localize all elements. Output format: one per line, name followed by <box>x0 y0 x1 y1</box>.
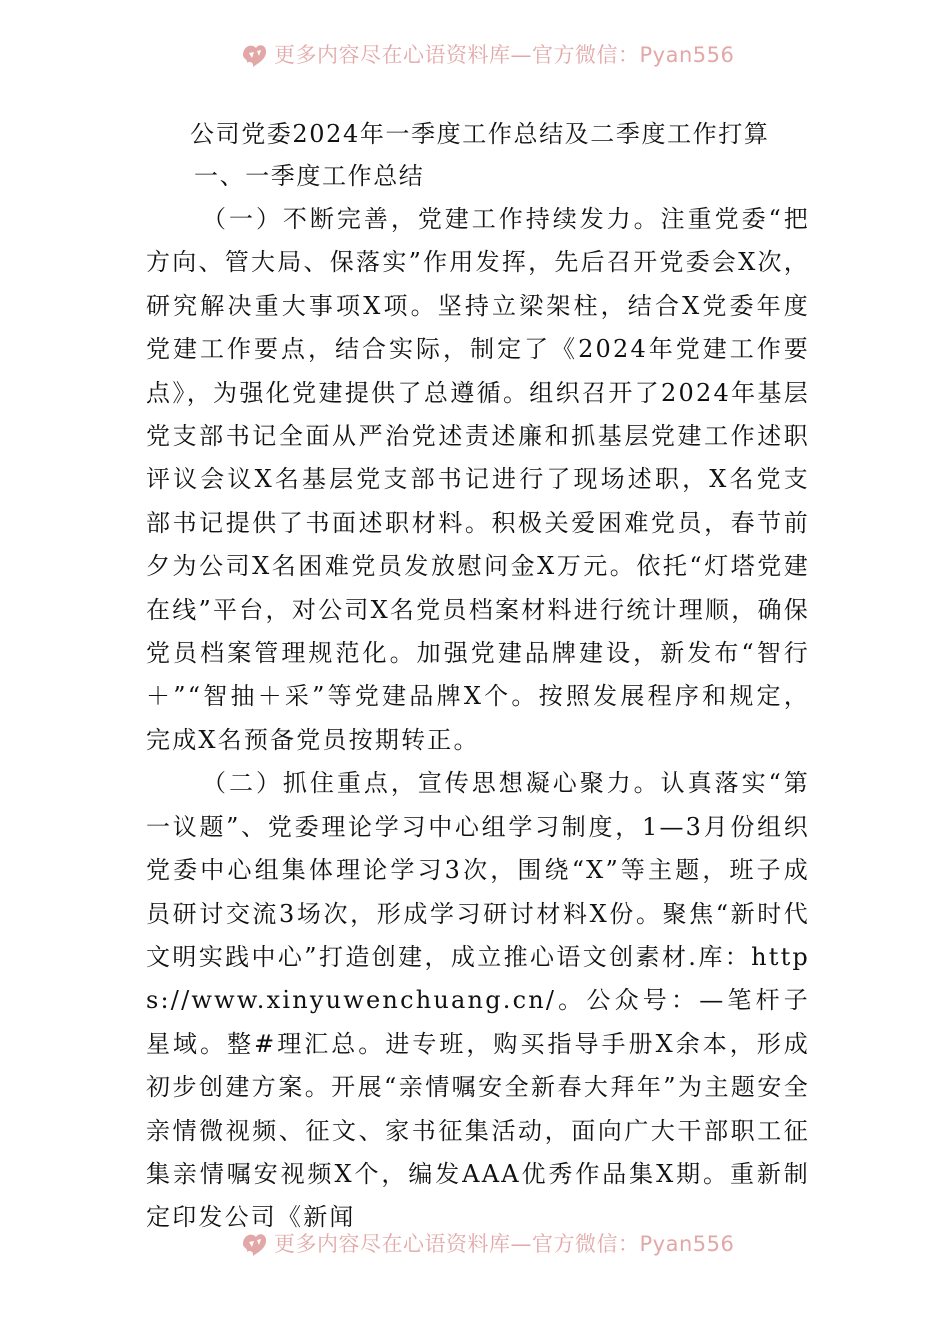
header-watermark <box>0 36 950 72</box>
section-heading: 一、一季度工作总结 <box>194 162 425 190</box>
paragraph-1: （一）不断完善，党建工作持续发力。注重党委“把方向、管大局、保落实”作用发挥，先后召开党委会X次，研究解决重大事项X项。坚持立梁架柱，结合X党委年度党建工作要点，结合实际，制定了《2024年党建工作要点》，为强化党建提供了总遵循。组织召开了2024年基层党支部书记全面从严治党述责述廉和抓基层党建工作述职评议会议X名基层党支部书记进行了现场述职，X名党支部书记提供了书面述职材料。积极关爱困难党员，春节前夕为公司X名困难党员发放慰问金X万元。依托“灯塔党建在线”平台，对公司X名党员档案材料进行统计理顺，确保党员档案管理规范化。加强党建品牌建设，新发布“智行＋”“智抽＋采”等党建品牌X个。按照发展程序和规定，完成X名预备党员按期转正。 <box>146 205 810 754</box>
paragraph-2: （二）抓住重点，宣传思想凝心聚力。认真落实“第一议题”、党委理论学习中心组学习制度，1—3月份组织党委中心组集体理论学习3次，围绕“X”等主题，班子成员研讨交流3场次，形成学习研讨材料X份。聚焦“新时代文明实践中心”打造创建，成立推心语文创素材.库：https://www.xinyuwenchuang.cn/。公众号：—笔杆子星域。整#理汇总。进专班，购买指导手册X余本，形成初步创建方案。开展“亲情嘱安全新春大拜年”为主题安全亲情微视频、征文、家书征集活动，面向广大干部职工征集亲情嘱安视频X个，编发AAA优秀作品集X期。重新制定印发公司《新闻 <box>146 769 810 1232</box>
brand-logo-icon <box>240 39 270 69</box>
watermark-text: 更多内容尽在心语资料库—官方微信：Pyan556 <box>274 1232 735 1256</box>
footer-watermark <box>0 1225 950 1261</box>
document-title: 公司党委2024年一季度工作总结及二季度工作打算 <box>190 120 770 148</box>
document-body <box>146 114 810 1240</box>
brand-logo-icon <box>240 1228 270 1258</box>
watermark-text: 更多内容尽在心语资料库—官方微信：Pyan556 <box>274 43 735 67</box>
